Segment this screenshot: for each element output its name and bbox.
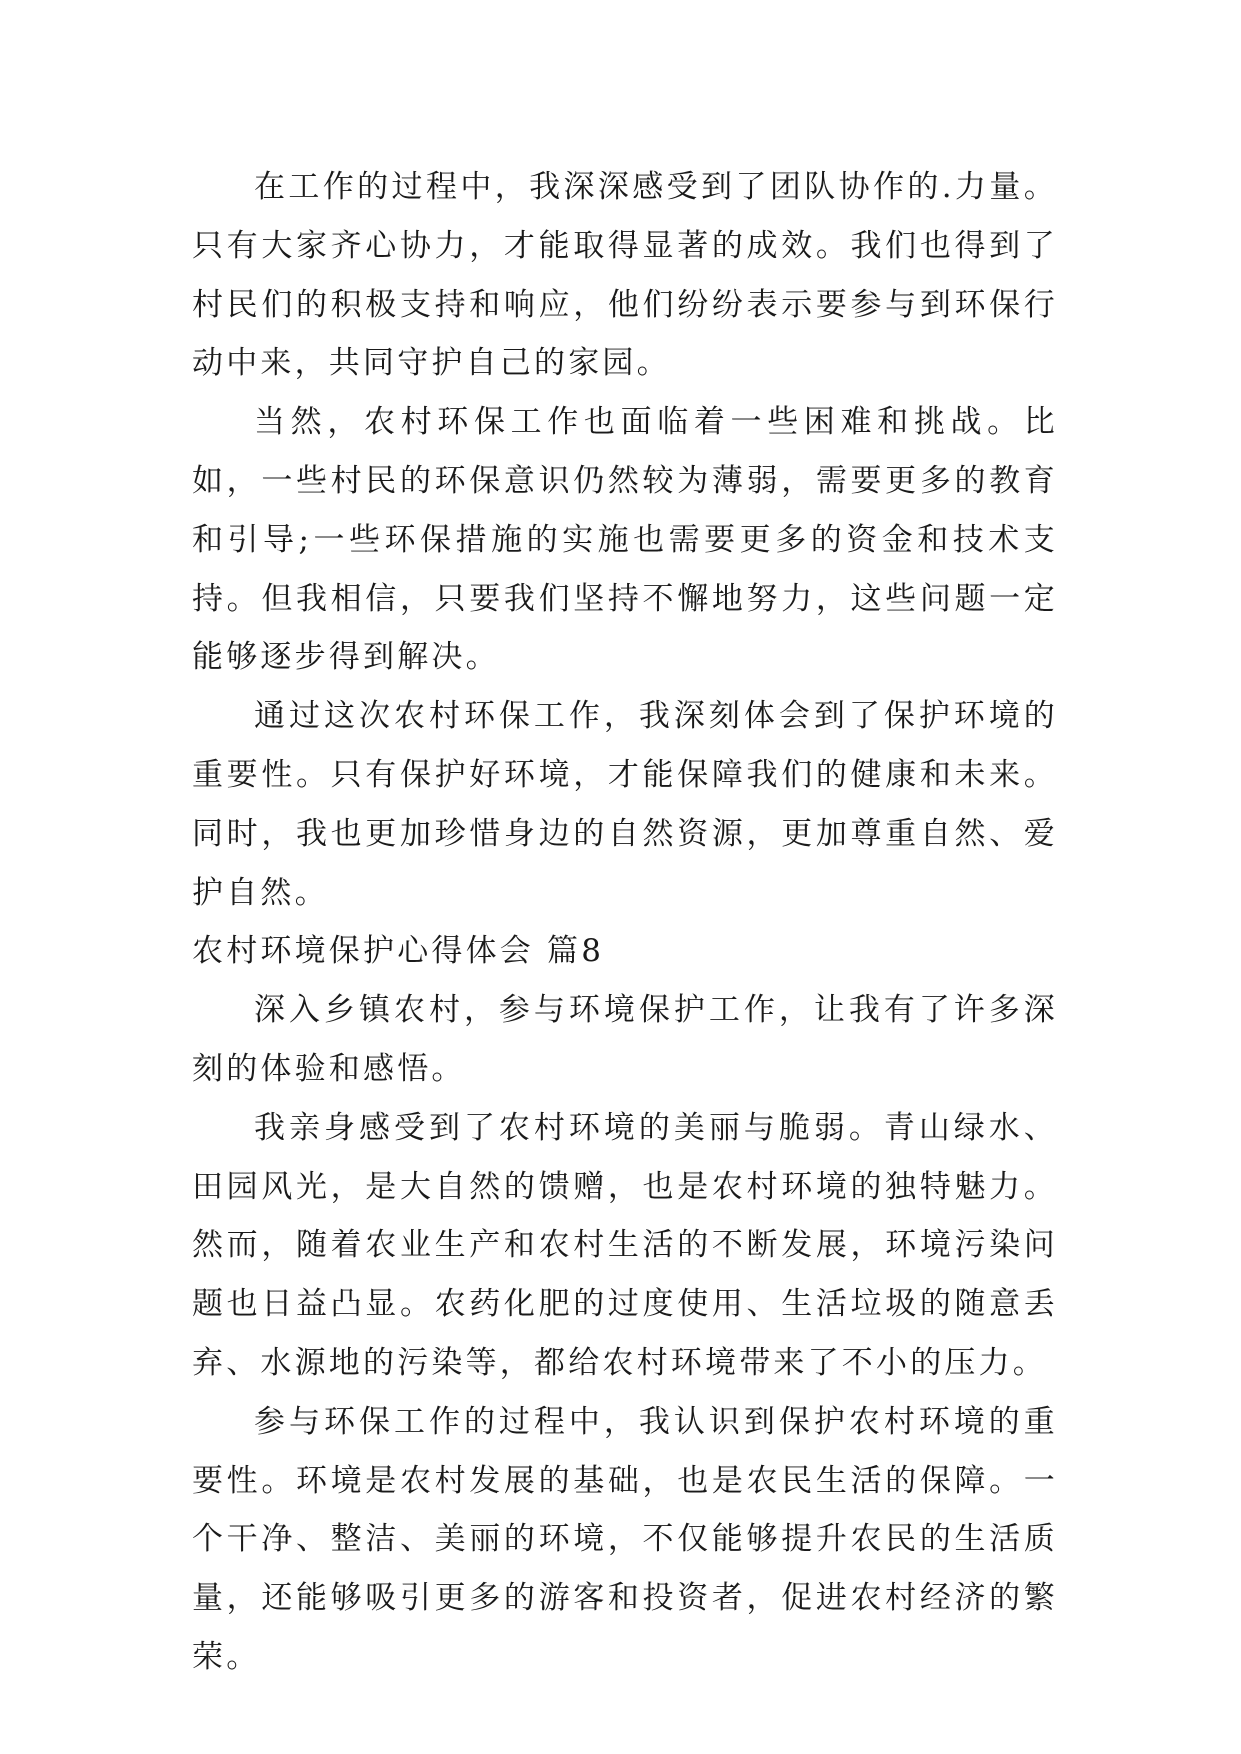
- paragraph-teamwork: 在工作的过程中，我深深感受到了团队协作的.力量。只有大家齐心协力，才能取得显著的成效。我们也得到了村民们的积极支持和响应，他们纷纷表示要参与到环保行动中来，共同守护自己的家园。: [192, 169, 1058, 382]
- paragraph-challenges: 当然，农村环保工作也面临着一些困难和挑战。比如，一些村民的环保意识仍然较为薄弱，需要更多的教育和引导;一些环保措施的实施也需要更多的资金和技术支持。但我相信，只要我们坚持不懈地努力，这些问题一定能够逐步得到解决。: [192, 404, 1058, 676]
- paragraph-importance: 参与环保工作的过程中，我认识到保护农村环境的重要性。环境是农村发展的基础，也是农民生活的保障。一个干净、整洁、美丽的环境，不仅能够提升农民的生活质量，还能够吸引更多的游客和投资者，促进农村经济的繁荣。: [192, 1403, 1058, 1675]
- document-page: [192, 158, 1058, 1687]
- section-heading: 农村环境保护心得体会 篇8: [192, 933, 605, 970]
- paragraph-beauty-fragility: 我亲身感受到了农村环境的美丽与脆弱。青山绿水、田园风光，是大自然的馈赠，也是农村环境的独特魅力。然而，随着农业生产和农村生活的不断发展，环境污染问题也日益凸显。农药化肥的过度使用、生活垃圾的随意丢弃、水源地的污染等，都给农村环境带来了不小的压力。: [192, 1109, 1058, 1381]
- paragraph-intro: 深入乡镇农村，参与环境保护工作，让我有了许多深刻的体验和感悟。: [192, 992, 1058, 1087]
- paragraph-reflection: 通过这次农村环保工作，我深刻体会到了保护环境的重要性。只有保护好环境，才能保障我们的健康和未来。同时，我也更加珍惜身边的自然资源，更加尊重自然、爱护自然。: [192, 698, 1058, 911]
